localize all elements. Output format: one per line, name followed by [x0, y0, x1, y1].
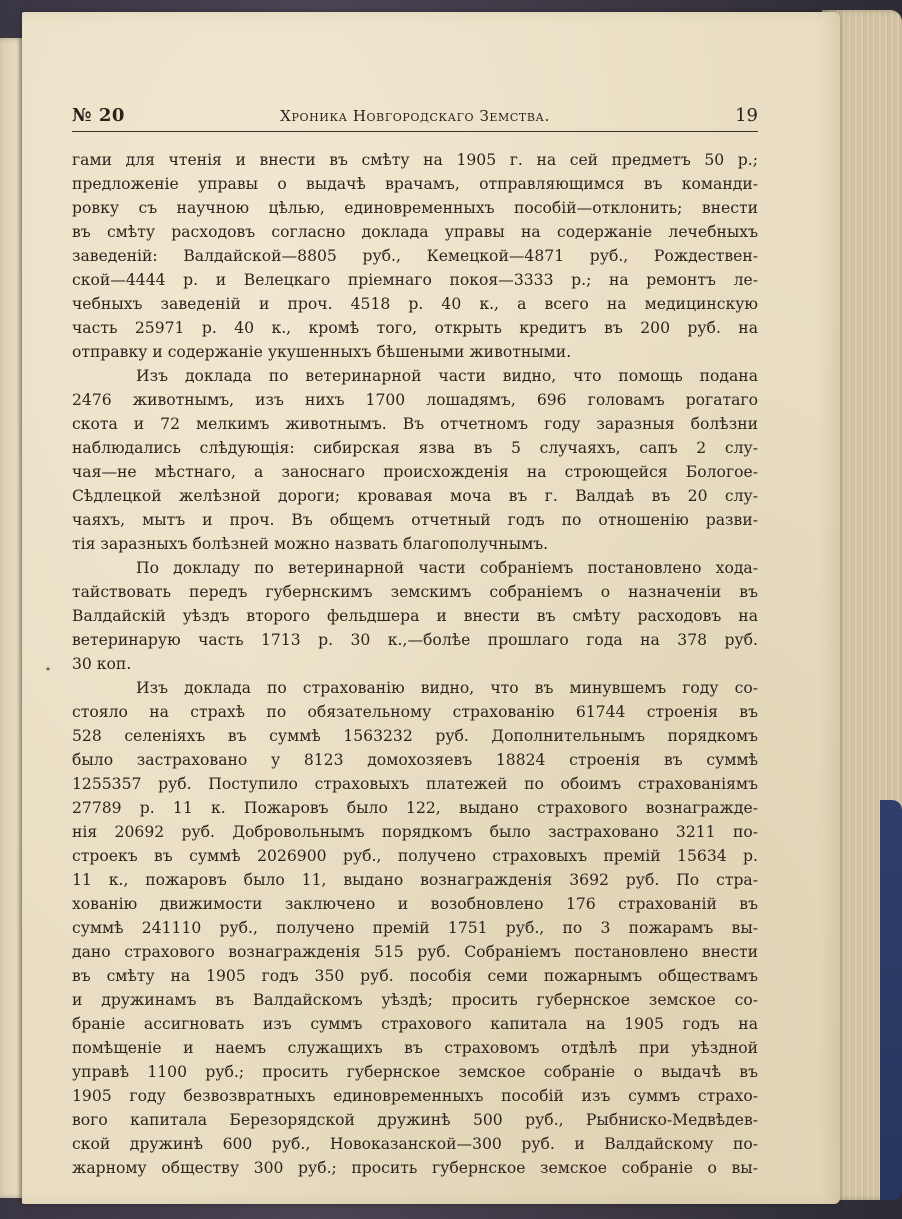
issue-number: № 20 [72, 105, 125, 126]
text-line: ской—4444 р. и Велецкаго пріемнаго покоя—3333 р.; на ремонтъ ле- [72, 271, 758, 289]
text-line: 1255357 руб. Поступило страховыхъ платежей по обоимъ страхованіямъ [72, 775, 758, 793]
text-line: 11 к., пожаровъ было 11, выдано вознагражденія 3692 руб. По стра- [72, 871, 758, 889]
text-line: Валдайскій уѣздъ второго фельдшера и внести въ смѣту расходовъ на [72, 607, 758, 625]
text-line: 528 селеніяхъ въ суммѣ 1563232 руб. Дополнительнымъ порядкомъ [72, 727, 758, 745]
text-line: вого капитала Березорядской дружинѣ 500 руб., Рыбниско-Медвѣдев- [72, 1111, 758, 1129]
text-line: было застраховано у 8123 домохозяевъ 18824 строенія въ суммѣ [72, 751, 758, 769]
text-line: управѣ 1100 руб.; просить губернское земское собраніе о выдачѣ въ [72, 1063, 758, 1081]
text-line: гами для чтенія и внести въ смѣту на 1905 г. на сей предметъ 50 р.; [72, 151, 758, 169]
text-line: въ смѣту на 1905 годъ 350 руб. пособія семи пожарнымъ обществамъ [72, 967, 758, 985]
text-line: нія 20692 руб. Добровольнымъ порядкомъ было застраховано 3211 по- [72, 823, 758, 841]
text-line: 27789 р. 11 к. Пожаровъ было 122, выдано страхового вознагражде- [72, 799, 758, 817]
margin-mark: ٭ [45, 662, 51, 675]
text-line: часть 25971 р. 40 к., кромѣ того, открыть кредитъ въ 200 руб. на [72, 319, 758, 337]
text-line: По докладу по ветеринарной части собраніемъ постановлено хода- [136, 559, 758, 577]
text-line: чаяхъ, мытъ и проч. Въ общемъ отчетный годъ по отношенію разви- [72, 511, 758, 529]
text-line: 1905 году безвозвратныхъ единовременныхъ пособій изъ суммъ страхо- [72, 1087, 758, 1105]
text-line: 30 коп. [72, 655, 132, 673]
book-cover-edge [880, 800, 902, 1200]
text-line: браніе ассигновать изъ суммъ страхового капитала на 1905 годъ на [72, 1015, 758, 1033]
text-line: и дружинамъ въ Валдайскомъ уѣздѣ; просить губернское земское со- [72, 991, 758, 1009]
body-text [72, 148, 758, 1180]
text-line: суммѣ 241110 руб., получено премій 1751 руб., по 3 пожарамъ вы- [72, 919, 758, 937]
text-line: Изъ доклада по страхованію видно, что въ минувшемъ году со- [136, 679, 758, 697]
page-header [72, 103, 758, 132]
text-line: наблюдались слѣдующія: сибирская язва въ 5 случаяхъ, сапъ 2 слу- [72, 439, 758, 457]
text-line: Изъ доклада по ветеринарной части видно, что помощь подана [136, 367, 758, 385]
text-line: строекъ въ суммѣ 2026900 руб., получено страховыхъ премій 15634 р. [72, 847, 758, 865]
text-line: хованію движимости заключено и возобновлено 176 страхованій въ [72, 895, 758, 913]
text-line: заведеній: Валдайской—8805 руб., Кемецкой—4871 руб., Рождествен- [72, 247, 758, 265]
text-line: жарному обществу 300 руб.; просить губернское земское собраніе о вы- [72, 1159, 758, 1177]
text-line: отправку и содержаніе укушенныхъ бѣшеными животными. [72, 343, 572, 361]
text-line: ской дружинѣ 600 руб., Новоказанской—300 руб. и Валдайскому по- [72, 1135, 758, 1153]
text-line: стояло на страхѣ по обязательному страхованію 61744 строенія въ [72, 703, 758, 721]
text-line: въ смѣту расходовъ согласно доклада управы на содержаніе лечебныхъ [72, 223, 758, 241]
text-line: ветеринарую часть 1713 р. 30 к.,—болѣе прошлаго года на 378 руб. [72, 631, 758, 649]
left-page-edge [0, 38, 24, 1198]
text-line: скота и 72 мелкимъ животнымъ. Въ отчетномъ году заразныя болѣзни [72, 415, 758, 433]
text-line: тія заразныхъ болѣзней можно назвать благополучнымъ. [72, 535, 549, 553]
text-line: тайствовать передъ губернскимъ земскимъ собраніемъ о назначеніи въ [72, 583, 758, 601]
text-line: 2476 животнымъ, изъ нихъ 1700 лошадямъ, 696 головамъ рогатаго [72, 391, 758, 409]
text-line: помѣщеніе и наемъ служащихъ въ страховомъ отдѣлѣ при уѣздной [72, 1039, 758, 1057]
page-number: 19 [735, 105, 758, 126]
running-title: Хроника Новгородскаго Земства. [280, 107, 550, 125]
text-line: ровку съ научною цѣлью, единовременныхъ пособій—отклонить; внести [72, 199, 758, 217]
text-line: чебныхъ заведеній и проч. 4518 р. 40 к., а всего на медицинскую [72, 295, 758, 313]
text-line: предложеніе управы о выдачѣ врачамъ, отправляющимся въ команди- [72, 175, 758, 193]
text-line: Сѣдлецкой желѣзной дороги; кровавая моча въ г. Валдаѣ въ 20 слу- [72, 487, 758, 505]
text-line: дано страхового вознагражденія 515 руб. Собраніемъ постановлено внести [72, 943, 758, 961]
text-line: чая—не мѣстнаго, а заноснаго происхожденія на строющейся Бологое- [72, 463, 758, 481]
